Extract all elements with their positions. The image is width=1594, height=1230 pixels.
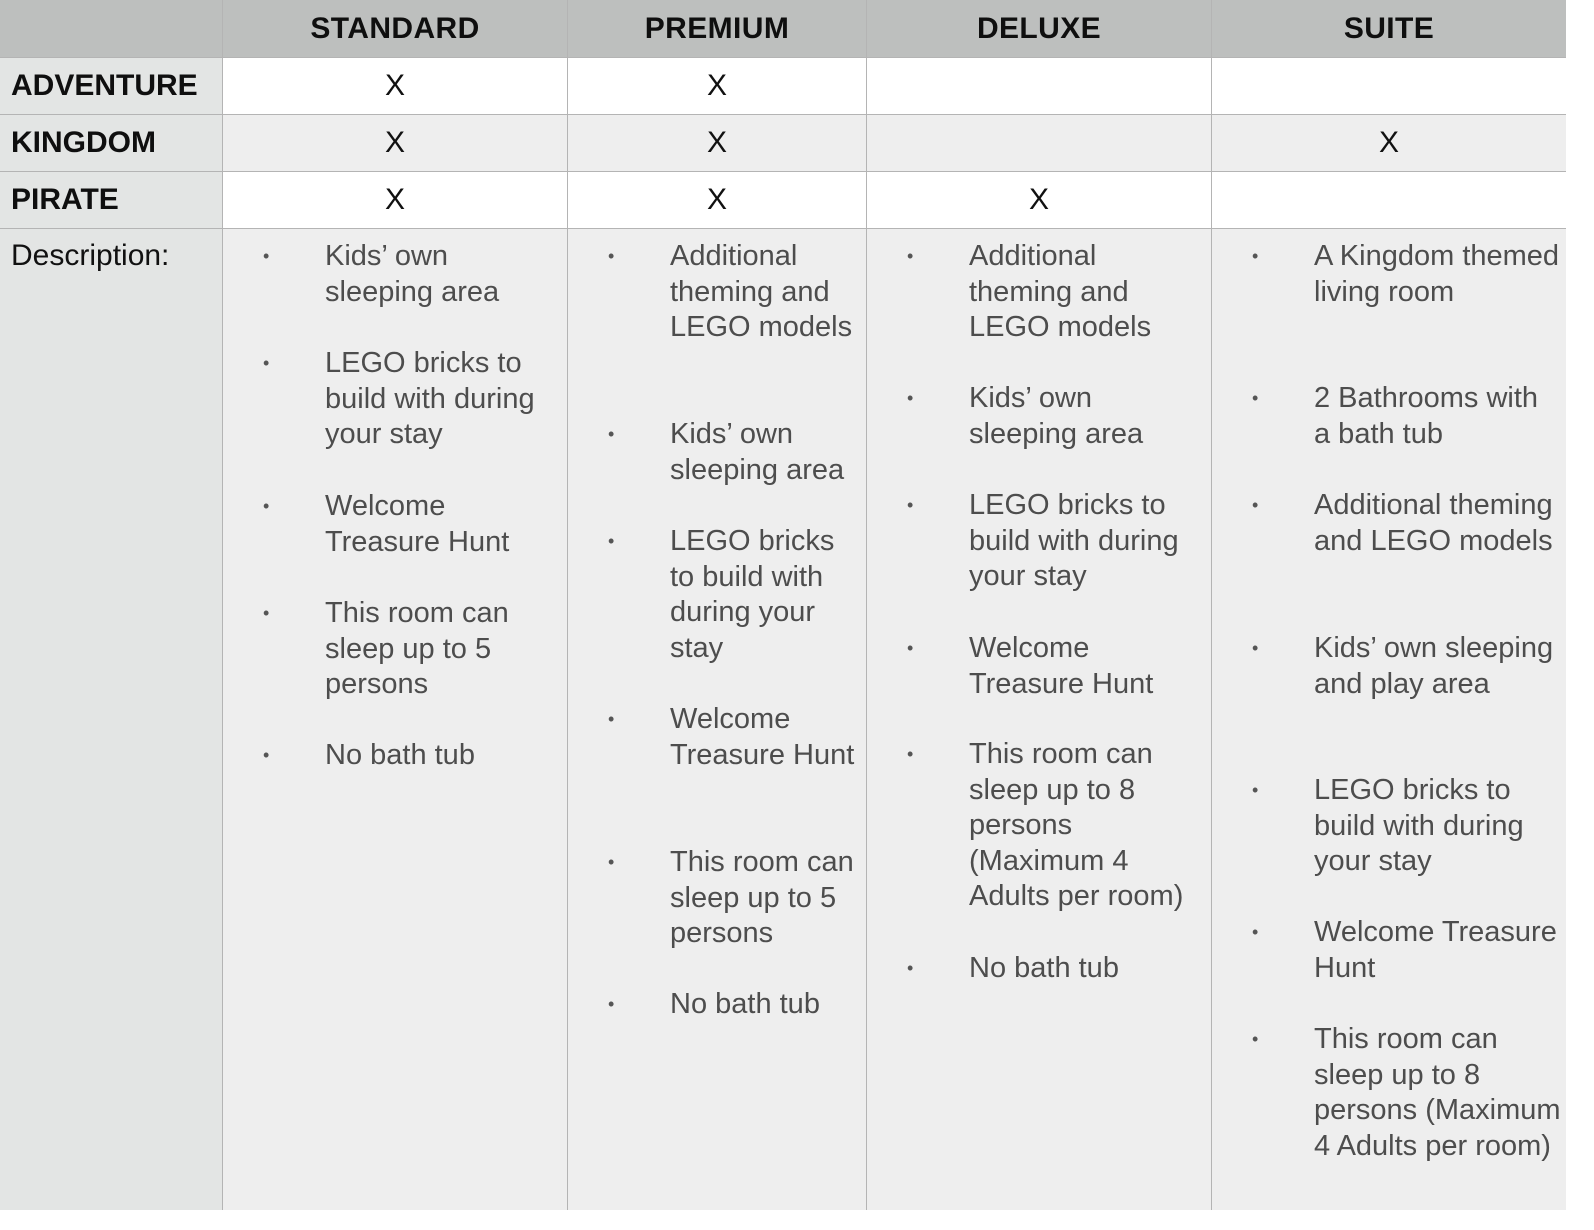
description-text: Kids’ own sleeping area [325, 240, 500, 308]
bullet-icon: • [907, 246, 914, 266]
bullet-icon: • [608, 246, 615, 266]
description-text: Welcome Treasure Hunt [670, 703, 855, 771]
description-text: LEGO bricks to build with during your stay [670, 525, 835, 664]
mark-kingdom-suite: X [1212, 115, 1566, 172]
description-text: No bath tub [969, 952, 1119, 984]
header-corner [0, 0, 223, 58]
mark-adventure-standard: X [223, 58, 568, 115]
description-text: LEGO bricks to build with during your stay [1314, 774, 1524, 878]
description-text: No bath tub [670, 988, 820, 1020]
column-header-standard: STANDARD [223, 0, 568, 58]
bullet-icon: • [907, 495, 914, 515]
bullet-icon: • [263, 745, 270, 765]
description-text: This room can sleep up to 8 persons (Maximum 4 Adults per room) [969, 738, 1184, 913]
bullet-icon: • [608, 994, 615, 1014]
bullet-icon: • [907, 958, 914, 978]
description-text: Kids’ own sleeping and play area [1314, 632, 1554, 700]
mark-kingdom-premium: X [568, 115, 867, 172]
description-suite [1212, 229, 1566, 1210]
bullet-icon: • [907, 638, 914, 658]
description-text: This room can sleep up to 5 persons [325, 597, 509, 701]
bullet-icon: • [907, 744, 914, 764]
description-text: Kids’ own sleeping area [969, 382, 1144, 450]
description-text: This room can sleep up to 5 persons [670, 846, 854, 950]
mark-kingdom-standard: X [223, 115, 568, 172]
column-header-suite: SUITE [1212, 0, 1566, 58]
bullet-icon: • [907, 388, 914, 408]
bullet-icon: • [263, 246, 270, 266]
mark-kingdom-deluxe [867, 115, 1212, 172]
mark-adventure-deluxe [867, 58, 1212, 115]
row-label-pirate: PIRATE [0, 172, 223, 229]
description-text: Additional theming and LEGO models [670, 240, 853, 344]
bullet-icon: • [608, 852, 615, 872]
description-text: LEGO bricks to build with during your stay [325, 347, 535, 451]
mark-pirate-standard: X [223, 172, 568, 229]
bullet-icon: • [1252, 388, 1259, 408]
description-deluxe [867, 229, 1212, 1210]
bullet-icon: • [1252, 922, 1259, 942]
bullet-icon: • [263, 353, 270, 373]
mark-pirate-premium: X [568, 172, 867, 229]
column-header-premium: PREMIUM [568, 0, 867, 58]
bullet-icon: • [1252, 246, 1259, 266]
column-header-deluxe: DELUXE [867, 0, 1212, 58]
description-text: 2 Bathrooms with a bath tub [1314, 382, 1539, 450]
description-text: This room can sleep up to 8 persons (Maximum 4 Adults per room) [1314, 1023, 1561, 1162]
description-text: Kids’ own sleeping area [670, 418, 845, 486]
description-standard [223, 229, 568, 1210]
mark-pirate-suite [1212, 172, 1566, 229]
description-premium [568, 229, 867, 1210]
bullet-icon: • [1252, 1029, 1259, 1049]
description-text: Welcome Treasure Hunt [969, 632, 1154, 700]
description-text: Additional theming and LEGO models [969, 240, 1152, 344]
mark-adventure-premium: X [568, 58, 867, 115]
description-text: LEGO bricks to build with during your stay [969, 489, 1179, 593]
description-text: Welcome Treasure Hunt [1314, 916, 1557, 984]
description-text: Additional theming and LEGO models [1314, 489, 1553, 557]
bullet-icon: • [1252, 780, 1259, 800]
bullet-icon: • [1252, 495, 1259, 515]
mark-adventure-suite [1212, 58, 1566, 115]
bullet-icon: • [608, 531, 615, 551]
bullet-icon: • [608, 424, 615, 444]
row-label-kingdom: KINGDOM [0, 115, 223, 172]
description-label: Description: [0, 229, 223, 1210]
description-text: A Kingdom themed living room [1314, 240, 1560, 308]
description-text: No bath tub [325, 739, 475, 771]
row-label-adventure: ADVENTURE [0, 58, 223, 115]
description-text: Welcome Treasure Hunt [325, 490, 510, 558]
bullet-icon: • [1252, 638, 1259, 658]
mark-pirate-deluxe: X [867, 172, 1212, 229]
bullet-icon: • [263, 603, 270, 623]
bullet-icon: • [263, 496, 270, 516]
bullet-icon: • [608, 709, 615, 729]
